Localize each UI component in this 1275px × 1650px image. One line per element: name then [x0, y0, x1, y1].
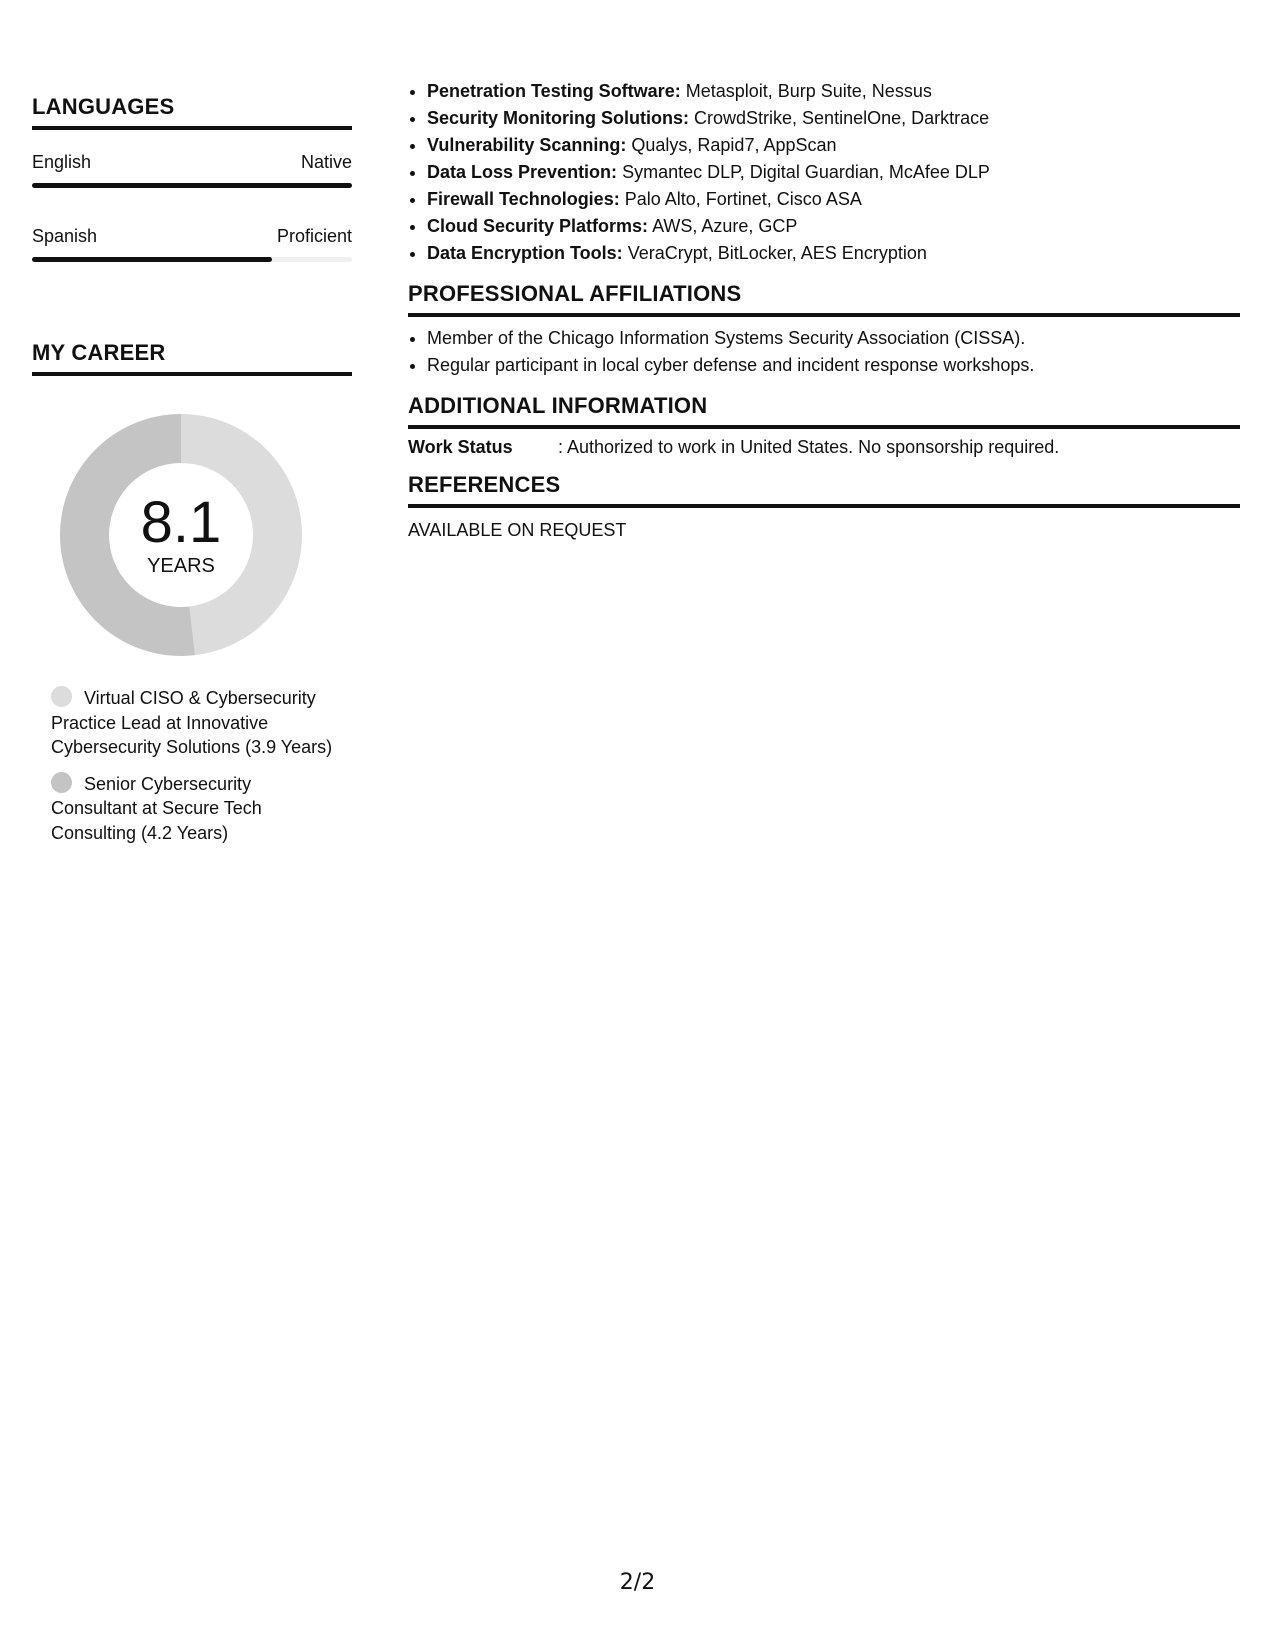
career-legend-item: [51, 686, 341, 760]
affiliations-list: [408, 325, 1240, 379]
page-number: 2/2: [619, 1570, 656, 1595]
skill-name: Cloud Security Platforms:: [427, 216, 649, 236]
career-legend: [51, 686, 341, 845]
skill-name: Vulnerability Scanning:: [427, 135, 627, 155]
skill-name: Data Loss Prevention:: [427, 162, 618, 182]
references-heading: REFERENCES: [408, 472, 1240, 508]
references-text: AVAILABLE ON REQUEST: [408, 520, 627, 540]
skill-item: [427, 240, 1240, 267]
skills-list: [408, 78, 1240, 267]
languages-heading: LANGUAGES: [32, 94, 352, 130]
language-proficiency-bar: [32, 183, 352, 188]
career-legend-label: Senior Cybersecurity Consultant at Secure Tech Consulting (4.2 Years): [51, 773, 262, 843]
career-total-years: 8.1: [140, 489, 222, 555]
work-status-row: [408, 437, 1240, 458]
skill-item: [427, 186, 1240, 213]
additional-info-heading: ADDITIONAL INFORMATION: [408, 393, 1240, 429]
skill-value: VeraCrypt, BitLocker, AES Encryption: [627, 243, 927, 263]
career-years-unit: YEARS: [147, 554, 215, 577]
skill-value: Qualys, Rapid7, AppScan: [631, 135, 837, 155]
skill-value: CrowdStrike, SentinelOne, Darktrace: [694, 108, 990, 128]
skill-value: Symantec DLP, Digital Guardian, McAfee DLP: [622, 162, 990, 182]
skill-name: Penetration Testing Software:: [427, 81, 681, 101]
left-column: [32, 94, 352, 857]
skill-item: [427, 132, 1240, 159]
affiliation-item: • Member of the Chicago Information Systems Security Association (CISSA).: [427, 325, 1240, 352]
career-legend-label: Virtual CISO & Cybersecurity Practice Lead at Innovative Cybersecurity Solutions (3.9 Years): [51, 688, 333, 757]
language-proficiency-fill: [32, 257, 272, 262]
language-proficiency-fill: [32, 183, 352, 188]
career-legend-item: [51, 772, 341, 846]
right-column: [408, 78, 1240, 541]
language-name: Spanish: [32, 226, 98, 246]
skill-value: Palo Alto, Fortinet, Cisco ASA: [624, 189, 862, 209]
skill-name: Firewall Technologies:: [427, 189, 620, 209]
skill-item: [427, 105, 1240, 132]
legend-dot-icon: [51, 772, 72, 793]
skill-item: [427, 78, 1240, 105]
language-name: English: [32, 152, 92, 172]
skill-value: Metasploit, Burp Suite, Nessus: [685, 81, 932, 101]
language-item: [32, 152, 352, 188]
skill-name: Data Encryption Tools:: [427, 243, 623, 263]
affiliation-item: • Regular participant in local cyber defense and incident response workshops.: [427, 352, 1240, 379]
language-level: Native: [300, 152, 352, 172]
work-status-value: : Authorized to work in United States. No sponsorship required.: [558, 437, 1060, 457]
skill-item: [427, 213, 1240, 240]
work-status-label: Work Status: [408, 437, 513, 457]
skill-item: [427, 159, 1240, 186]
career-donut-chart: [56, 410, 306, 660]
donut-center: [56, 410, 306, 660]
language-level: Proficient: [276, 226, 352, 246]
language-proficiency-bar: [32, 257, 352, 262]
career-heading: MY CAREER: [32, 340, 352, 376]
skill-value: AWS, Azure, GCP: [652, 216, 798, 236]
language-item: [32, 226, 352, 262]
skill-name: Security Monitoring Solutions:: [427, 108, 689, 128]
legend-dot-icon: [51, 686, 72, 707]
affiliations-heading: PROFESSIONAL AFFILIATIONS: [408, 281, 1240, 317]
